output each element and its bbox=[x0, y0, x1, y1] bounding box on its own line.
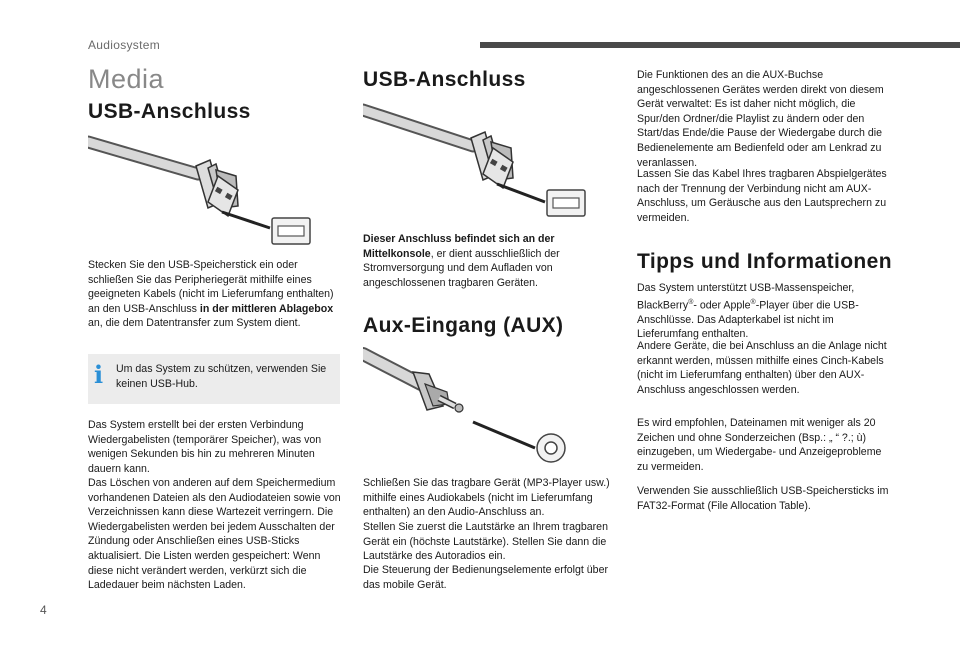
usb-charging-paragraph: Dieser Anschluss befindet sich an der Mittelkonsole, er dient ausschließlich der Stromversorgung und dem Aufladen von angeschlossenen tragbaren Geräten. bbox=[363, 233, 560, 289]
tips-paragraph-1: Das System unterstützt USB-Massenspeicher, BlackBerry®- oder Apple®-Player über die USB-Anschlüsse. Das Adapterkabel ist nicht im Lieferumfang enthalten. bbox=[637, 282, 859, 341]
page-title: Media bbox=[88, 64, 165, 94]
tips-heading: Tipps und Informationen bbox=[637, 250, 892, 273]
playlist-paragraph-2: Das Löschen von anderen auf dem Speichermedium vorhandenen Dateien als den Audiodateien sowie von Verzeichnissen kann diese Wartezeit verringern. Die Wiedergabelisten werden bei jedem Ausschalten der Zündung oder Anschließen eines USB-Sticks aktualisiert. Die Listen werden gespeichert: Wenn diese nicht verändert werden, verkürzt sich die Ladedauer beim nächsten Laden. bbox=[88, 477, 341, 592]
usb-plug-illustration bbox=[88, 130, 313, 248]
playlist-paragraph-1: Das System erstellt bei der ersten Verbindung Wiedergabelisten (temporärer Speicher), was von wenigen Sekunden bis hin zu mehreren Minuten dauern kann. bbox=[88, 419, 322, 475]
info-box bbox=[88, 354, 340, 404]
tips-paragraph-3: Es wird empfohlen, Dateinamen mit weniger als 20 Zeichen und ohne Sonderzeichen (Bsp.: „ “ ?.; ù) einzugeben, um Wiedergabe- und Anzeigeprobleme zu vermeiden. bbox=[637, 417, 882, 473]
page-number: 4 bbox=[40, 603, 47, 617]
usb-plug-illustration-middle bbox=[363, 98, 588, 222]
aux-paragraph-3: Die Steuerung der Bedienungselemente erfolgt über das mobile Gerät. bbox=[363, 564, 608, 591]
usb-heading-left: USB-Anschluss bbox=[88, 100, 251, 123]
info-text: Um das System zu schützen, verwenden Sie keinen USB-Hub. bbox=[116, 363, 327, 390]
section-label: Audiosystem bbox=[88, 38, 160, 52]
tips-paragraph-2: Andere Geräte, die bei Anschluss an die Anlage nicht erkannt werden, müssen mithilfe eines Cinch-Kabels (nicht im Lieferumfang enthalten) über den AUX-Anschluss angeschlossen werden. bbox=[637, 340, 887, 396]
aux-jack-illustration bbox=[363, 344, 573, 466]
tips-paragraph-4: Verwenden Sie ausschließlich USB-Speichersticks im FAT32-Format (File Allocation Table). bbox=[637, 485, 889, 512]
aux-paragraph-2: Stellen Sie zuerst die Lautstärke an Ihrem tragbaren Gerät ein (höchste Lautstärke). Stellen Sie dann die Lautstärke des Autoradios ein. bbox=[363, 521, 608, 563]
aux-paragraph-1: Schließen Sie das tragbare Gerät (MP3-Player usw.) mithilfe eines Audiokabels (nicht im Lieferumfang enthalten) an den Audio-Anschluss an. bbox=[363, 477, 610, 519]
aux-heading: Aux-Eingang (AUX) bbox=[363, 314, 564, 337]
usb-connect-paragraph: Stecken Sie den USB-Speicherstick ein oder schließen Sie das Peripheriegerät mithilfe eines geeigneten Kabels (nicht im Lieferumfang enthalten) an den USB-Anschluss in der mittleren Ablagebox an, die dem Datentransfer zum System dient. bbox=[88, 259, 334, 330]
info-icon: i bbox=[94, 360, 104, 389]
header-rule bbox=[480, 42, 960, 48]
aux-cable-paragraph: Lassen Sie das Kabel Ihres tragbaren Abspielgerätes nach der Trennung der Verbindung nicht am AUX-Anschluss, um Geräusche aus den Lautsprechern zu vermeiden. bbox=[637, 168, 887, 224]
aux-functions-paragraph: Die Funktionen des an die AUX-Buchse angeschlossenen Gerätes werden direkt von diesem Gerät verwaltet: Es ist daher nicht möglich, die Spur/den Ordner/die Playlist zu ändern oder den Start/das Ende/die Pause der Wiedergabe durch die Bedienelemente am Bedienfeld oder am Lenkrad zu veranlassen. bbox=[637, 69, 884, 169]
usb-heading-middle: USB-Anschluss bbox=[363, 68, 526, 91]
